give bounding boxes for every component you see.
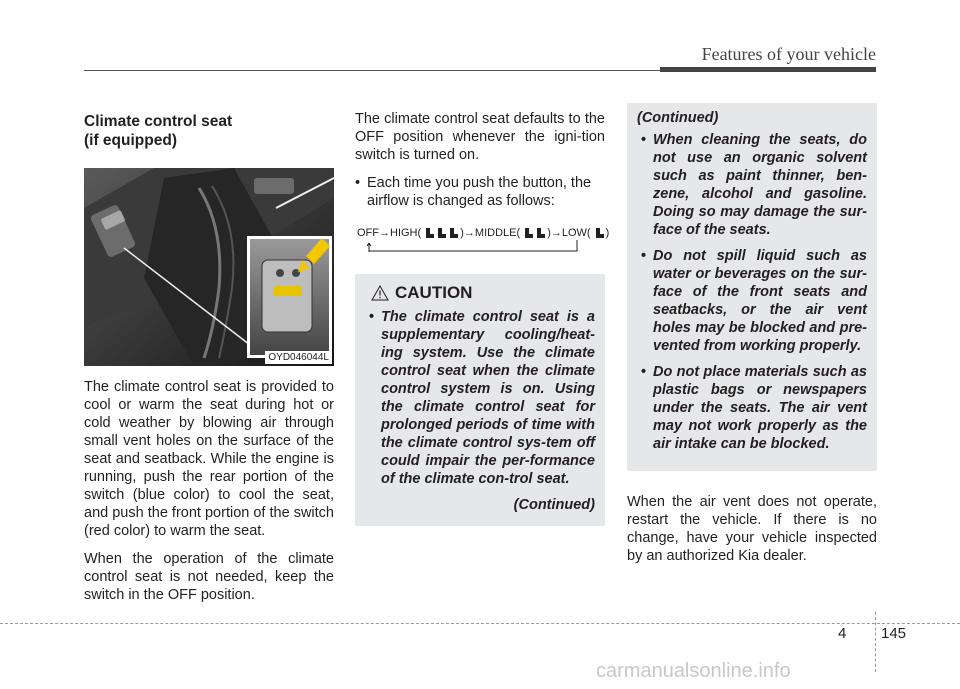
caution-continued: (Continued) — [513, 497, 595, 513]
caution-title: CAUTION — [395, 283, 473, 302]
section-heading — [84, 112, 334, 150]
return-arrow-icon — [367, 240, 579, 252]
heading-line-2: (if equipped) — [84, 132, 177, 149]
arrow-icon: → — [550, 227, 562, 239]
airflow-sequence — [355, 224, 610, 264]
caution-continued-box — [627, 103, 877, 471]
footer-rule — [0, 623, 960, 624]
header-rule — [84, 70, 660, 71]
air-vent-paragraph: When the air vent does not operate, restart the vehicle. If there is no change, have your vehicle inspected by an authorized Kia dealer. — [627, 494, 877, 564]
chapter-number: 4 — [838, 625, 847, 642]
seat-level-1-icon — [594, 226, 606, 240]
airflow-off: OFF — [357, 227, 379, 239]
footer-divider — [875, 612, 876, 672]
warning-triangle-icon — [371, 285, 389, 301]
middle-column — [355, 110, 610, 526]
heading-line-1: Climate control seat — [84, 113, 233, 130]
airflow-bullet: • Each time you push the button, the airflow is changed as follows: — [355, 174, 605, 210]
liquid-bullet: • Do not spill liquid such as water or beverages on the sur-face of the front seats and seatbacks, or the air vent holes may be blocked and pre-vented from working properly. — [637, 247, 867, 355]
image-label: OYD046044L — [265, 351, 332, 364]
header-section-title: Features of your vehicle — [701, 44, 876, 64]
arrow-icon: → — [463, 227, 475, 239]
airflow-close-2: ) — [547, 227, 551, 239]
airflow-low: LOW( — [561, 227, 591, 239]
airflow-middle: MIDDLE( — [474, 227, 521, 239]
caution-bullet: • The climate control seat is a supplementary cooling/heat-ing system. Use the climate control seat when the climate control system is on. Using the climate control seat for prolonged periods of time with the climate control sys-tem off could impair the per-formance of the climate con-trol seat. — [365, 308, 595, 488]
caution-header — [371, 284, 595, 302]
climate-seat-switch-photo — [84, 168, 334, 366]
seat-level-2-icon — [523, 226, 547, 240]
left-column — [84, 110, 334, 614]
airflow-close-3: ) — [605, 227, 610, 239]
default-off-paragraph: The climate control seat defaults to the OFF position whenever the igni-tion switch is turned on. — [355, 111, 605, 163]
seat-level-3-icon — [424, 226, 460, 240]
watermark: carmanualsonline.info — [596, 660, 791, 682]
airflow-high: HIGH( — [390, 227, 422, 239]
right-column — [627, 110, 877, 575]
intro-paragraph: The climate control seat is provided to cool or warm the seat during hot or cold weather by blowing air through small vent holes on the surface of the seat and seatback. While the engine is running, push the rear portion of the switch (blue color) to cool the seat, and push the front portion of the switch (red color) to warm the seat. — [84, 379, 334, 539]
header-rule-accent — [660, 67, 876, 72]
page-number: 145 — [881, 625, 907, 642]
arrow-icon: → — [379, 227, 390, 239]
caution-box — [355, 274, 605, 526]
materials-bullet: • Do not place materials such as plastic bags or newspapers under the seats. The air vent may not work properly as the air intake can be blocked. — [637, 363, 867, 453]
cleaning-bullet: • When cleaning the seats, do not use an organic solvent such as paint thinner, ben-zene, alcohol and gasoline. Doing so may damage the sur-face of the seats. — [637, 131, 867, 239]
photo-illustration — [84, 168, 334, 366]
continued-heading: (Continued) — [637, 110, 719, 126]
off-position-paragraph: When the operation of the climate control seat is not needed, keep the switch in the OFF position. — [84, 551, 334, 603]
airflow-close-1: ) — [460, 227, 464, 239]
